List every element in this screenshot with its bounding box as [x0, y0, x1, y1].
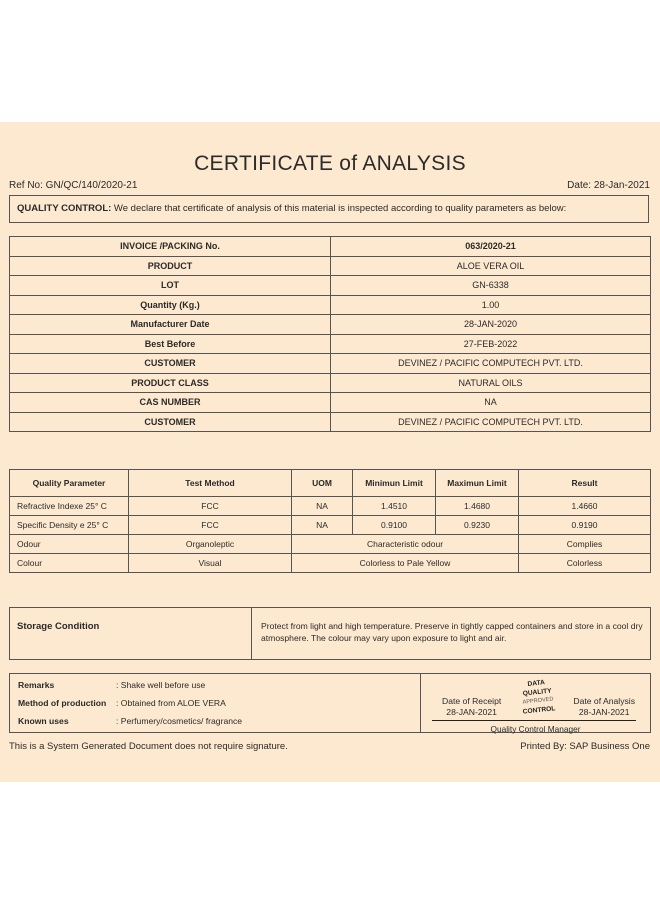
storage-condition-text: Protect from light and high temperature. Preserve in tightly capped containers and store in a cool dry atmosphere. The colour may vary upon exposure to light and air. [261, 621, 643, 643]
info-value: 27-FEB-2022 [331, 334, 651, 354]
info-key: CAS NUMBER [10, 393, 331, 413]
info-row [10, 315, 651, 335]
maximum-limit: 0.9230 [436, 516, 519, 535]
remarks-box [9, 673, 421, 733]
quality-control-label: QUALITY CONTROL: [17, 203, 112, 214]
info-row [10, 295, 651, 315]
info-value: NA [331, 393, 651, 413]
info-key: INVOICE /PACKING No. [10, 237, 331, 257]
parameter-row [10, 554, 651, 573]
remarks-value: : Obtained from ALOE VERA [116, 698, 226, 708]
uom: NA [292, 497, 353, 516]
quality-parameters-table [9, 469, 651, 573]
document-date: Date: 28-Jan-2021 [567, 180, 650, 191]
info-value: 1.00 [331, 295, 651, 315]
remarks-value: : Shake well before use [116, 680, 206, 690]
column-header: Test Method [129, 470, 292, 497]
parameter-name: Odour [10, 535, 129, 554]
footer-note: This is a System Generated Document does not require signature. [9, 741, 288, 752]
info-key: LOT [10, 276, 331, 296]
result: 1.4660 [519, 497, 651, 516]
maximum-limit: 1.4680 [436, 497, 519, 516]
quality-control-manager: Quality Control Manager [490, 724, 581, 734]
signature-box [421, 673, 651, 733]
printed-by: Printed By: SAP Business One [520, 741, 650, 752]
result: Complies [519, 535, 651, 554]
stamp-text: QUALITY [522, 687, 552, 698]
info-key: CUSTOMER [10, 354, 331, 374]
date-of-analysis [573, 696, 635, 718]
specification: Colorless to Pale Yellow [292, 554, 519, 573]
known-uses-row [18, 716, 242, 726]
parameter-row [10, 516, 651, 535]
column-header: UOM [292, 470, 353, 497]
storage-condition-label: Storage Condition [17, 621, 100, 632]
info-value: DEVINEZ / PACIFIC COMPUTECH PVT. LTD. [331, 412, 651, 432]
remarks-value: : Perfumery/cosmetics/ fragrance [116, 716, 243, 726]
parameter-name: Colour [10, 554, 129, 573]
info-value: DEVINEZ / PACIFIC COMPUTECH PVT. LTD. [331, 354, 651, 374]
test-method: FCC [129, 497, 292, 516]
specification: Characteristic odour [292, 535, 519, 554]
info-row [10, 412, 651, 432]
info-value: ALOE VERA OIL [331, 256, 651, 276]
date-of-receipt [442, 696, 501, 718]
product-info-table [9, 236, 651, 432]
test-method: FCC [129, 516, 292, 535]
minimum-limit: 1.4510 [353, 497, 436, 516]
test-method: Organoleptic [129, 535, 292, 554]
parameter-row [10, 535, 651, 554]
info-key: PRODUCT CLASS [10, 373, 331, 393]
info-key: Quantity (Kg.) [10, 295, 331, 315]
result: Colorless [519, 554, 651, 573]
divider [251, 608, 252, 659]
stamp-text: APPROVED [522, 696, 554, 706]
info-key: Manufacturer Date [10, 315, 331, 335]
uom: NA [292, 516, 353, 535]
remarks-key: Remarks [18, 680, 55, 690]
quality-control-statement [9, 195, 649, 223]
info-key: CUSTOMER [10, 412, 331, 432]
signature-line [432, 720, 636, 721]
test-method: Visual [129, 554, 292, 573]
info-value: 28-JAN-2020 [331, 315, 651, 335]
parameters-header-row [10, 470, 651, 497]
info-value: NATURAL OILS [331, 373, 651, 393]
info-value: GN-6338 [331, 276, 651, 296]
column-header: Maximun Limit [436, 470, 519, 497]
info-row [10, 393, 651, 413]
parameter-name: Specific Density e 25° C [10, 516, 129, 535]
info-row [10, 334, 651, 354]
analysis-label: Date of Analysis [573, 696, 635, 706]
reference-number: Ref No: GN/QC/140/2020-21 [9, 180, 138, 191]
receipt-label: Date of Receipt [442, 696, 502, 706]
storage-condition-box [9, 607, 651, 660]
result: 0.9190 [519, 516, 651, 535]
certificate-sheet [0, 122, 660, 782]
info-row [10, 354, 651, 374]
method-of-production-row [18, 698, 226, 708]
parameter-row [10, 497, 651, 516]
info-key: PRODUCT [10, 256, 331, 276]
stamp-text: CONTROL [522, 705, 556, 716]
info-row [10, 373, 651, 393]
info-row [10, 276, 651, 296]
info-key: Best Before [10, 334, 331, 354]
page-title: CERTIFICATE of ANALYSIS [194, 152, 466, 175]
column-header: Minimun Limit [353, 470, 436, 497]
remarks-row [18, 680, 205, 690]
quality-control-text: We declare that certificate of analysis of this material is inspected according to quality parameters as below: [111, 203, 567, 214]
stamp-text: DATA [527, 679, 546, 688]
remarks-key: Known uses [18, 716, 69, 726]
minimum-limit: 0.9100 [353, 516, 436, 535]
column-header: Quality Parameter [10, 470, 129, 497]
info-row [10, 237, 651, 257]
analysis-date: 28-JAN-2021 [578, 707, 630, 717]
info-value: 063/2020-21 [331, 237, 651, 257]
remarks-key: Method of production [18, 698, 107, 708]
column-header: Result [519, 470, 651, 497]
info-row [10, 256, 651, 276]
receipt-date: 28-JAN-2021 [446, 707, 497, 717]
parameter-name: Refractive Indexe 25° C [10, 497, 129, 516]
quality-control-stamp [514, 677, 562, 723]
